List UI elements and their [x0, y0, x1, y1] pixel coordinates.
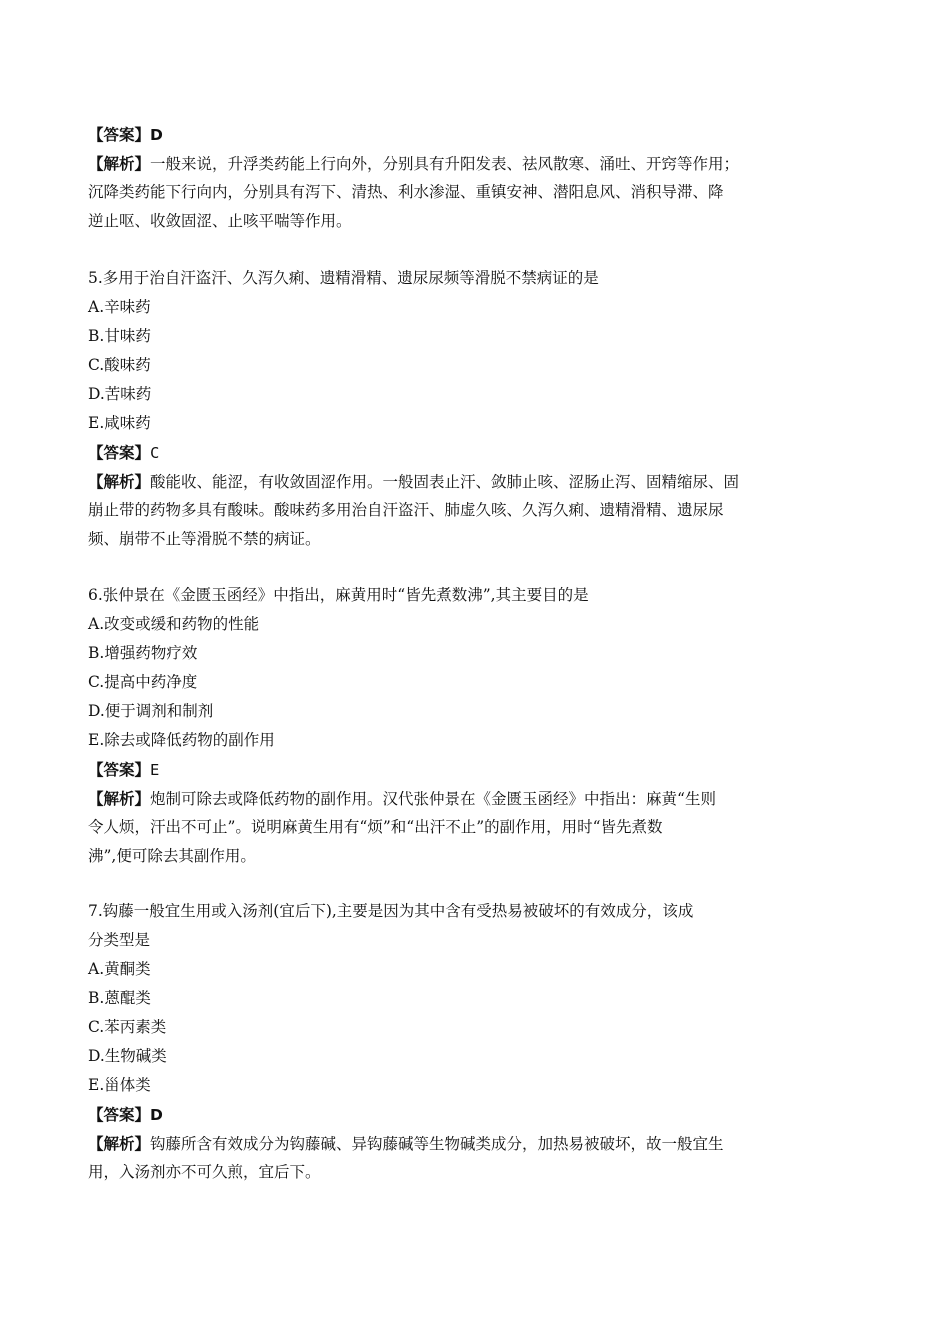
answer-line — [88, 120, 808, 149]
option-a: A.改变或缓和药物的性能 — [88, 615, 260, 633]
option-d: D.便于调剂和制剂 — [88, 702, 214, 720]
option-e: E.咸味药 — [88, 414, 151, 432]
analysis-line: 沉降类药能下行向内，分别具有泻下、清热、利水渗湿、重镇安神、潜阳息风、消积导滞、降 — [88, 183, 724, 201]
answer-value: E — [150, 761, 160, 779]
analysis-line: 逆止呕、收敛固涩、止咳平喘等作用。 — [88, 212, 352, 230]
question-6-block — [88, 581, 808, 871]
analysis-tag: 【解析】 — [88, 1134, 151, 1153]
answer-value: D — [150, 126, 163, 144]
analysis-line — [88, 467, 808, 496]
option-a: A.黄酮类 — [88, 960, 151, 978]
question-5-block — [88, 264, 808, 554]
option-d: D.生物碱类 — [88, 1047, 167, 1065]
answer-line — [88, 1100, 808, 1129]
analysis-line: 用，入汤剂亦不可久煎，宜后下。 — [88, 1163, 321, 1181]
option-b: B.增强药物疗效 — [88, 644, 198, 662]
answer-line — [88, 438, 808, 467]
option-c: C.提高中药净度 — [88, 673, 198, 691]
option-b: B.蒽醌类 — [88, 989, 151, 1007]
question-stem: 5.多用于治自汗盗汗、久泻久痢、遗精滑精、遗尿尿频等滑脱不禁病证的是 — [88, 269, 599, 287]
analysis-line — [88, 784, 808, 813]
analysis-line: 频、崩带不止等滑脱不禁的病证。 — [88, 530, 321, 548]
analysis-line: 沸”,便可除去其副作用。 — [88, 847, 256, 865]
answer-tag: 【答案】 — [88, 125, 151, 144]
analysis-line — [88, 149, 808, 178]
question-stem: 6.张仲景在《金匮玉函经》中指出，麻黄用时“皆先煮数沸”,其主要目的是 — [88, 586, 589, 604]
question-stem: 7.钩藤一般宜生用或入汤剂(宜后下),主要是因为其中含有受热易被破坏的有效成分，该成 — [88, 902, 694, 920]
answer-tag: 【答案】 — [88, 1105, 151, 1124]
analysis-line — [88, 1129, 808, 1158]
option-e: E.甾体类 — [88, 1076, 151, 1094]
answer-value: D — [150, 1106, 163, 1124]
analysis-text: 一般来说，升浮类药能上行向外，分别具有升阳发表、祛风散寒、涌吐、开窍等作用； — [150, 155, 740, 173]
analysis-tag: 【解析】 — [88, 472, 151, 491]
q4-tail-block — [88, 120, 808, 236]
option-d: D.苦味药 — [88, 385, 152, 403]
option-a: A.辛味药 — [88, 298, 151, 316]
analysis-text: 炮制可除去或降低药物的副作用。汉代张仲景在《金匮玉函经》中指出：麻黄“生则 — [150, 790, 716, 808]
analysis-tag: 【解析】 — [88, 154, 151, 173]
analysis-tag: 【解析】 — [88, 789, 151, 808]
analysis-text: 钩藤所含有效成分为钩藤碱、异钩藤碱等生物碱类成分，加热易被破坏，故一般宜生 — [150, 1135, 724, 1153]
analysis-line: 令人烦，汗出不可止”。说明麻黄生用有“烦”和“出汗不止”的副作用，用时“皆先煮数 — [88, 818, 663, 836]
analysis-text: 酸能收、能涩，有收敛固涩作用。一般固表止汗、敛肺止咳、涩肠止泻、固精缩尿、固 — [150, 473, 740, 491]
answer-line — [88, 755, 808, 784]
option-e: E.除去或降低药物的副作用 — [88, 731, 275, 749]
option-c: C.苯丙素类 — [88, 1018, 167, 1036]
answer-tag: 【答案】 — [88, 760, 151, 779]
analysis-line: 崩止带的药物多具有酸味。酸味药多用治自汗盗汗、肺虚久咳、久泻久痢、遗精滑精、遗尿尿 — [88, 501, 724, 519]
answer-tag: 【答案】 — [88, 443, 151, 462]
answer-value: C — [150, 444, 160, 462]
question-7-block — [88, 897, 808, 1187]
option-c: C.酸味药 — [88, 356, 151, 374]
option-b: B.甘味药 — [88, 327, 151, 345]
question-stem: 分类型是 — [88, 931, 151, 949]
